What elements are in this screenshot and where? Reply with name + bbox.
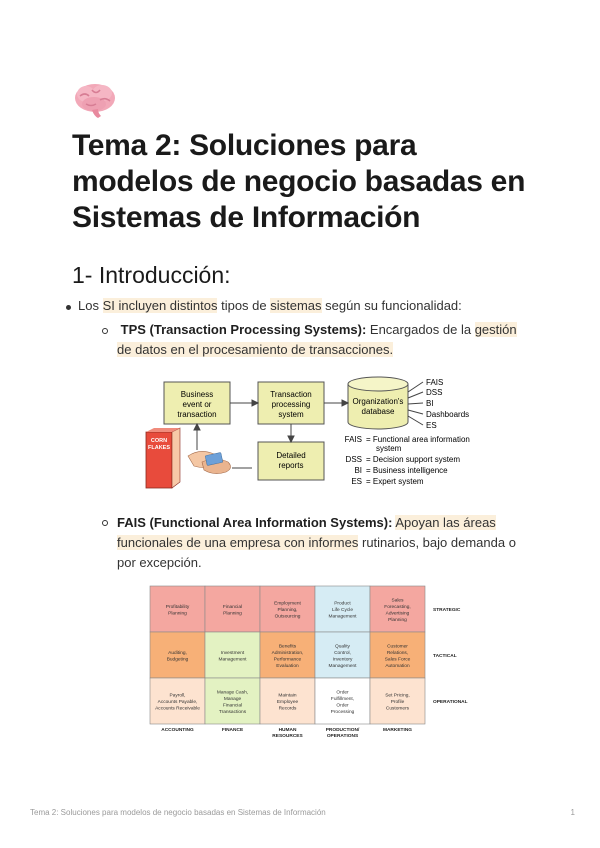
matrix-cell-text: Transactions xyxy=(218,709,247,715)
matrix-cell-text: Manage xyxy=(223,696,242,702)
db-line1: Organization's xyxy=(352,397,404,406)
matrix-cell-text: Records xyxy=(278,706,297,712)
matrix-cell-text: Employment xyxy=(274,601,301,607)
output-fais: FAIS xyxy=(426,378,444,387)
matrix-cell-text: Financial xyxy=(222,703,243,709)
matrix-cell-text: Automation xyxy=(385,663,410,669)
cereal-line1: CORN xyxy=(150,438,168,444)
diagram-legend xyxy=(345,435,470,486)
matrix-cell-text: Administration, xyxy=(271,650,304,656)
matrix-cell-text: Fulfillment, xyxy=(330,696,355,702)
matrix-cell-text: Outsourcing xyxy=(274,614,301,620)
matrix-col-label: OPERATIONS xyxy=(326,734,359,739)
matrix-cell-text: Order xyxy=(336,690,349,696)
tps-description: TPS (Transaction Processing Systems): Encargados de la gestión de datos en el procesamiento de transacciones. xyxy=(117,322,517,357)
matrix-col-label: ACCOUNTING xyxy=(161,728,194,733)
fais-description: FAIS (Functional Area Information Systems): Apoyan las áreas funcionales de una empresa con informes rutinarios, bajo demanda o por excepción. xyxy=(117,515,516,570)
matrix-cell-text: Management xyxy=(218,657,247,663)
matrix-cell-text: Profile xyxy=(390,700,405,705)
matrix-cell-text: Accounts Receivable xyxy=(155,706,200,712)
matrix-cell-text: Sales xyxy=(391,598,404,604)
output-dashboards: Dashboards xyxy=(426,410,470,419)
legend-abbr-4: ES xyxy=(351,477,362,486)
legend-abbr-3: BI xyxy=(354,466,362,475)
box1-line3: transaction xyxy=(177,410,217,419)
matrix-cell-text: Planning xyxy=(168,611,187,617)
matrix-cell-text: Manage Cash, xyxy=(216,690,249,696)
matrix-cell-text: Forecasting, xyxy=(384,604,411,610)
payment-hands-image xyxy=(188,451,252,473)
matrix-cell-text: Planning, xyxy=(277,608,298,613)
legend-text-1: system xyxy=(376,444,402,453)
matrix-cell-text: Customers xyxy=(385,706,410,712)
matrix-cell-text: Relations, xyxy=(386,650,409,656)
matrix-col-label: FINANCE xyxy=(221,728,244,733)
matrix-cell-text: Sales Force xyxy=(384,657,411,663)
matrix-cell-text: Control, xyxy=(334,650,351,656)
matrix-cell-text: Employee xyxy=(276,700,299,705)
matrix-cell-text: Quality xyxy=(335,644,350,650)
box2-line1: Transaction xyxy=(270,390,312,399)
matrix-cell-text: Planning xyxy=(223,611,242,617)
box2-line2: processing xyxy=(271,400,311,409)
section-heading: 1- Introducción: xyxy=(72,262,231,288)
matrix-col-label: PRODUCTION/ xyxy=(325,728,360,733)
matrix-cell-text: Maintain xyxy=(278,693,297,699)
footer-title: Tema 2: Soluciones para modelos de negocio basadas en Sistemas de Información xyxy=(30,808,326,817)
output-bi: BI xyxy=(426,399,434,408)
sub-bullet-ring xyxy=(102,520,108,526)
box1-line2: event or xyxy=(182,400,212,409)
legend-abbr-0: FAIS xyxy=(344,435,362,444)
database-cylinder xyxy=(348,377,408,429)
output-es: ES xyxy=(426,421,437,430)
box3-line2: reports xyxy=(278,461,304,470)
matrix-cell-text: Processing xyxy=(330,709,355,715)
legend-text-0: = Functional area information xyxy=(366,435,470,444)
brain-icon xyxy=(72,80,118,120)
page-title: Tema 2: Soluciones para modelos de negocio basadas en Sistemas de Información xyxy=(72,129,526,234)
matrix-cell-text: Budgeting xyxy=(166,657,189,663)
matrix-cell-text: Evaluation xyxy=(276,663,299,669)
page-footer xyxy=(30,808,575,817)
matrix-cell-text: Inventory xyxy=(332,657,353,663)
matrix-col-label: MARKETING xyxy=(382,728,413,733)
matrix-cell-text: Profitability xyxy=(165,604,190,610)
matrix-cell-text: Auditing, xyxy=(168,650,187,656)
matrix-cell-text: Customer xyxy=(387,644,408,650)
matrix-cell-text: Benefits xyxy=(278,644,297,650)
matrix-cell-text: Financial xyxy=(222,604,243,610)
matrix-cell-text: Order xyxy=(336,703,349,709)
matrix-cell-text: Advertising xyxy=(385,611,410,617)
matrix-cell-text: Management xyxy=(328,663,357,669)
matrix-row-label: OPERATIONAL xyxy=(433,700,468,705)
db-line2: database xyxy=(361,407,395,416)
box3-line1: Detailed xyxy=(276,451,306,460)
functional-areas-matrix xyxy=(140,584,480,742)
matrix-cell-text: Planning xyxy=(388,617,407,623)
matrix-row-label: STRATEGIC xyxy=(433,608,461,613)
legend-text-2: = Decision support system xyxy=(366,455,461,464)
matrix-cell-text: Performance xyxy=(273,657,302,663)
page-number: 1 xyxy=(570,808,575,817)
legend-text-4: = Expert system xyxy=(366,477,424,486)
tps-diagram xyxy=(140,370,480,498)
output-dss: DSS xyxy=(426,388,443,397)
bullet-si-intro: Los SI incluyen distintos tipos de sistemas según su funcionalidad: xyxy=(78,298,462,313)
matrix-col-label: RESOURCES xyxy=(272,734,303,739)
matrix-cell-text: Set Pricing, xyxy=(385,693,410,699)
box1-line1: Business xyxy=(180,390,214,399)
cereal-line2: FLAKES xyxy=(148,445,170,451)
legend-text-3: = Business intelligence xyxy=(366,466,448,475)
matrix-cell-text: Investment xyxy=(220,650,245,656)
legend-abbr-2: DSS xyxy=(345,455,362,464)
matrix-cell-text: Accounts Payable, xyxy=(157,700,198,705)
bullet-dot xyxy=(66,305,71,310)
box2-line3: system xyxy=(278,410,304,419)
matrix-cell-text: Management xyxy=(328,614,357,620)
matrix-row-label: TACTICAL xyxy=(433,654,457,659)
matrix-cell-text: Product xyxy=(334,601,351,607)
matrix-col-label: HUMAN xyxy=(278,728,297,733)
cereal-box-image xyxy=(146,428,180,488)
sub-bullet-ring xyxy=(102,328,108,334)
matrix-cell-text: Life Cycle xyxy=(331,608,354,613)
matrix-cell-text: Payroll, xyxy=(169,693,186,699)
